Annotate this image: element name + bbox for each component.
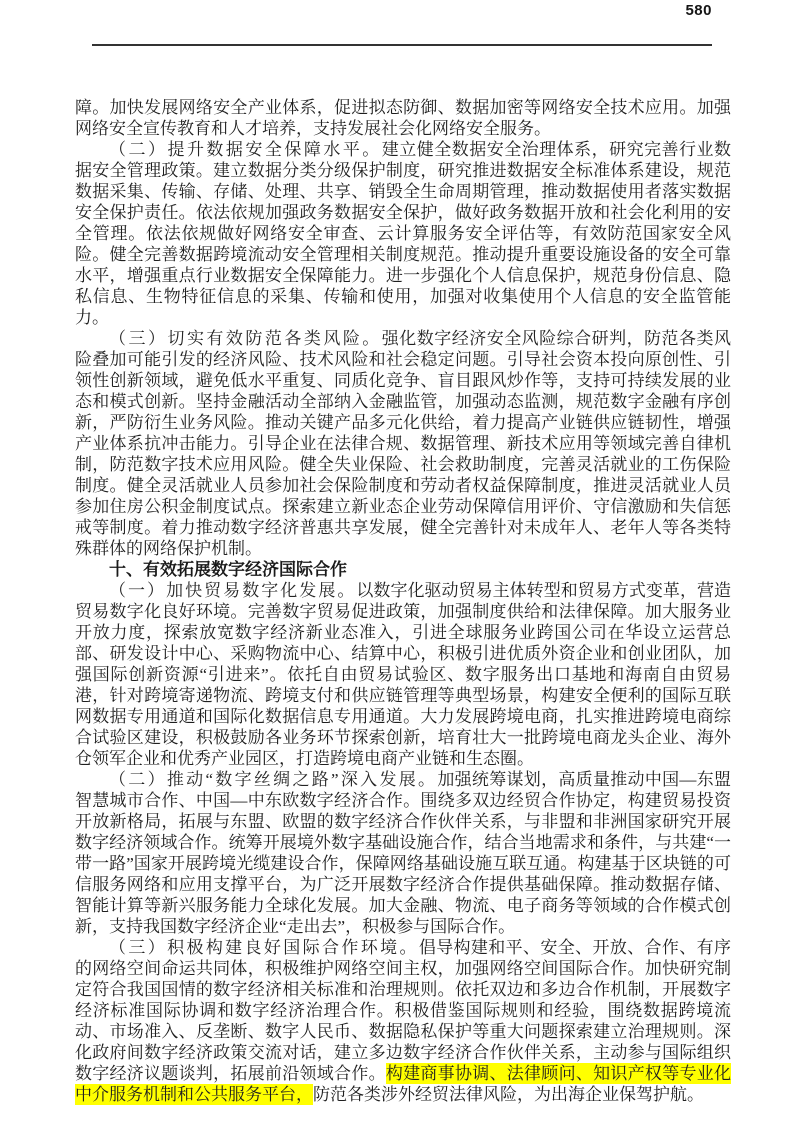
body-text: 倡导构建和平、安全、开放、合作、有序的网络空间命运共同体，积极维护网络空间主权，加强网络空间国际合作。加快研究制定符合我国国情的数字经济相关标准和治理规则。依托双边和多边合作机制，开展数字经济标准国际协调和数字经济治理合作。积极借鉴国际规则和经验，围绕数据跨境流动、市场准入、反垄断、数字人民币、数据隐私保护等重大问题探索建立治理规则。深化政府间数字经济政策交流对话，建立多边数字经济合作伙伴关系，主动参与国际组织数字经济议题谈判，拓展前沿领域合作。 bbox=[75, 938, 732, 1083]
heading-text: 十、有效拓展数字经济国际合作 bbox=[109, 560, 347, 579]
paragraph bbox=[75, 139, 731, 328]
item-lead-in: （一）加快贸易数字化发展。 bbox=[109, 581, 357, 600]
item-lead-in: （三）积极构建良好国际合作环境。 bbox=[109, 938, 419, 957]
body-text: 以数字化驱动贸易主体转型和贸易方式变革，营造贸易数字化良好环境。完善数字贸易促进政策，加强制度供给和法律保障。加大服务业开放力度，探索放宽数字经济新业态准入，引进全球服务业跨国公司在华设立运营总部、研发设计中心、采购物流中心、结算中心，积极引进优质外资企业和创业团队，加强国际创新资源“引进来”。依托自由贸易试验区、数字服务出口基地和海南自由贸易港，针对跨境寄递物流、跨境支付和供应链管理等典型场景，构建安全便利的国际互联网数据专用通道和国际化数据信息专用通道。大力发展跨境电商，扎实推进跨境电商综合试验区建设，积极鼓励各业务环节探索创新，培育壮大一批跨境电商龙头企业、海外仓领军企业和优秀产业园区，打造跨境电商产业链和生态圈。 bbox=[75, 581, 732, 768]
paragraph bbox=[75, 769, 731, 937]
item-lead-in: （三）切实有效防范各类风险。 bbox=[109, 329, 382, 348]
item-lead-in: （二）提升数据安全保障水平。 bbox=[109, 140, 382, 159]
header-rule bbox=[92, 44, 712, 46]
paragraph bbox=[75, 328, 731, 559]
body-text: 加强统筹谋划，高质量推动中国—东盟智慧城市合作、中国—中东欧数字经济合作。围绕多双边经贸合作协定，构建贸易投资开放新格局，拓展与东盟、欧盟的数字经济合作伙伴关系，与非盟和非洲国家研究开展数字经济领域合作。统筹开展境外数字基础设施合作，结合当地需求和条件，与共建“一带一路”国家开展跨境光缆建设合作，保障网络基础设施互联互通。构建基于区块链的可信服务网络和应用支撑平台，为广泛开展数字经济合作提供基础保障。推动数据存储、智能计算等新兴服务能力全球化发展。加大金融、物流、电子商务等领域的合作模式创新，支持我国数字经济企业“走出去”，积极参与国际合作。 bbox=[75, 770, 732, 936]
highlighted-text: 构建商事协调、法律顾问、知识产权等专业化中介服务机制和公共服务平台， bbox=[75, 1064, 732, 1104]
section-heading bbox=[75, 559, 731, 580]
body-text: 强化数字经济安全风险综合研判，防范各类风险叠加可能引发的经济风险、技术风险和社会稳定问题。引导社会资本投向原创性、引领性创新领域，避免低水平重复、同质化竞争、盲目跟风炒作等，支持可持续发展的业态和模式创新。坚持金融活动全部纳入金融监管，加强动态监测，规范数字金融有序创新，严防衍生业务风险。推动关键产品多元化供给，着力提高产业链供应链韧性，增强产业体系抗冲击能力。引导企业在法律合规、数据管理、新技术应用等领域完善自律机制，防范数字技术应用风险。健全失业保险、社会救助制度，完善灵活就业的工伤保险制度。健全灵活就业人员参加社会保险制度和劳动者权益保障制度，推进灵活就业人员参加住房公积金制度试点。探索建立新业态企业劳动保障信用评价、守信激励和失信惩戒等制度。着力推动数字经济普惠共享发展，健全完善针对未成年人、老年人等各类特殊群体的网络保护机制。 bbox=[75, 329, 732, 558]
paragraph bbox=[75, 580, 731, 769]
body-text: 建立健全数据安全治理体系，研究完善行业数据安全管理政策。建立数据分类分级保护制度，研究推进数据安全标准体系建设，规范数据采集、传输、存储、处理、共享、销毁全生命周期管理，推动数据使用者落实数据安全保护责任。依法依规加强政务数据安全保护，做好政务数据开放和社会化利用的安全管理。依法依规做好网络安全审查、云计算服务安全评估等，有效防范国家安全风险。健全完善数据跨境流动安全管理相关制度规范。推动提升重要设施设备的安全可靠水平，增强重点行业数据安全保障能力。进一步强化个人信息保护，规范身份信息、隐私信息、生物特征信息的采集、传输和使用，加强对收集使用个人信息的安全监管能力。 bbox=[75, 140, 732, 327]
item-lead-in: （二）推动“数字丝绸之路”深入发展。 bbox=[109, 770, 438, 789]
body-text: 障。加快发展网络安全产业体系，促进拟态防御、数据加密等网络安全技术应用。加强网络安全宣传教育和人才培养，支持发展社会化网络安全服务。 bbox=[75, 98, 731, 138]
page-number: 580 bbox=[685, 2, 712, 19]
document-body bbox=[75, 97, 731, 1105]
body-text: 防范各类涉外经贸法律风险，为出海企业保驾护航。 bbox=[313, 1085, 704, 1104]
paragraph bbox=[75, 97, 731, 139]
paragraph bbox=[75, 937, 731, 1105]
